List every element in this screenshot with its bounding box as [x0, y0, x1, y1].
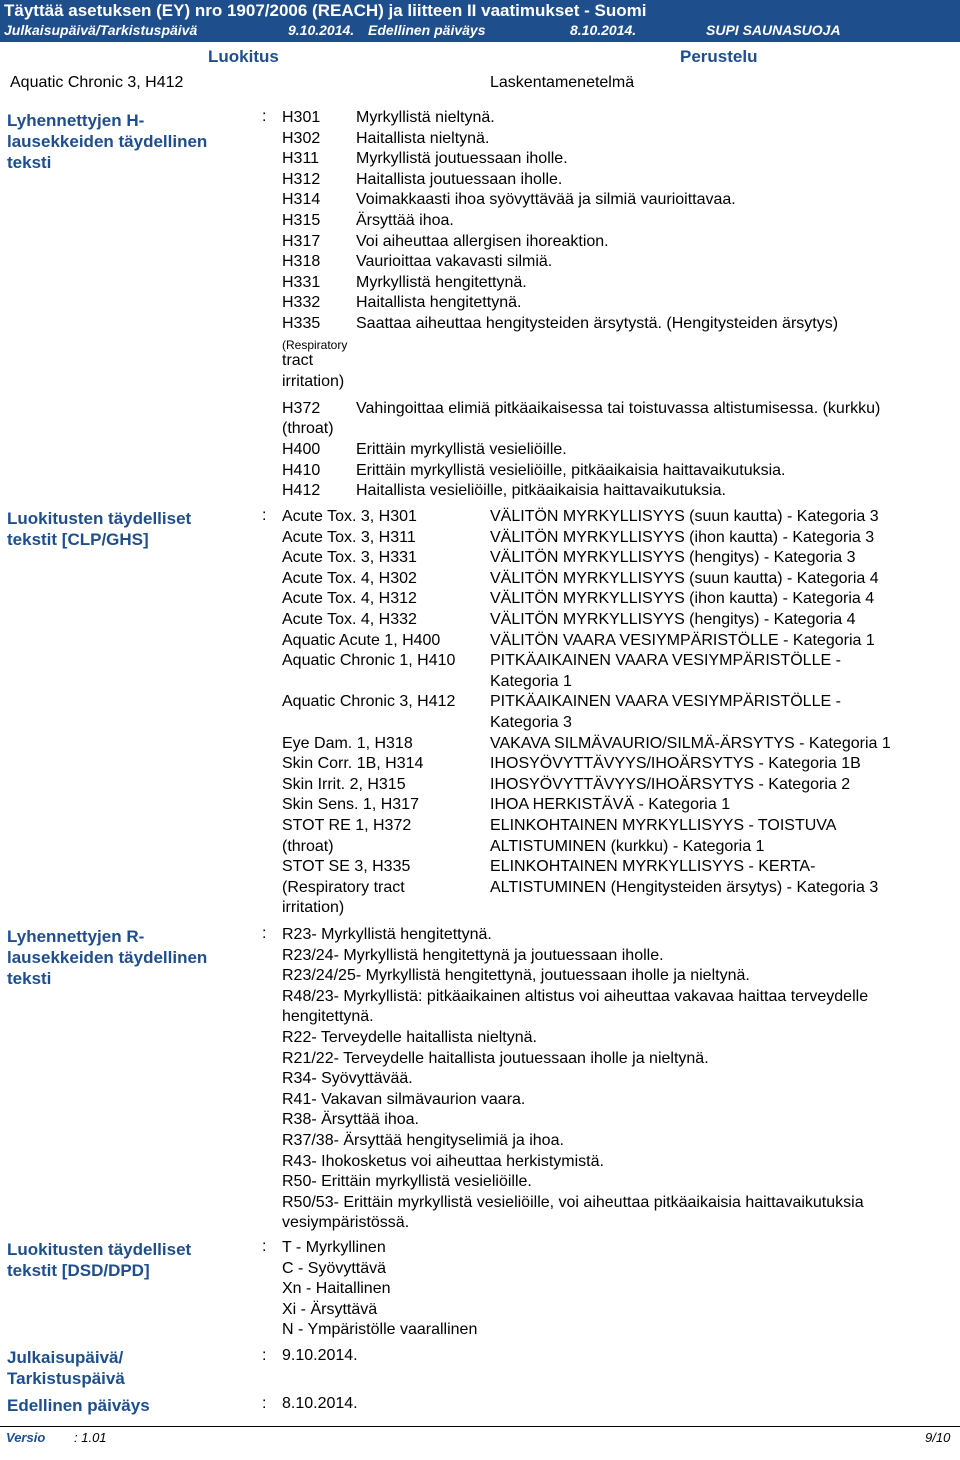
h-code: H318: [282, 253, 321, 271]
clp-class: Skin Sens. 1, H317: [282, 796, 419, 814]
clp-class: Aquatic Chronic 1, H410: [282, 652, 456, 670]
r-phrases-colon: :: [262, 925, 267, 942]
r-phrase: R23- Myrkyllistä hengitettynä.: [282, 926, 492, 943]
h-code: H314: [282, 191, 321, 209]
r-phrases-label: Lyhennettyjen R- lausekkeiden täydellinen teksti: [7, 927, 208, 988]
clp-class: Acute Tox. 4, H312: [282, 590, 417, 608]
h-text: Erittäin myrkyllistä vesieliöille.: [356, 441, 567, 458]
clp-class: Acute Tox. 3, H311: [282, 528, 416, 546]
version-value: : 1.01: [74, 1430, 107, 1445]
dsd-item: T - Myrkyllinen: [282, 1239, 386, 1256]
clp-description: IHOSYÖVYTTÄVYYS/IHOÄRSYTYS - Kategoria 2: [490, 775, 851, 793]
h-text: Voimakkaasti ihoa syövyttävää ja silmiä vaurioittavaa.: [356, 191, 736, 209]
clp-description: VÄLITÖN MYRKYLLISYYS (suun kautta) - Kategoria 4: [490, 569, 879, 587]
h-text: Haitallista nieltynä.: [356, 129, 490, 147]
h-statements-colon: :: [262, 108, 267, 125]
clp-description: ELINKOHTAINEN MYRKYLLISYYS - KERTA-: [490, 858, 816, 876]
h-code: H301: [282, 109, 321, 126]
h-text: Vahingoittaa elimiä pitkäaikaisessa tai toistuvassa altistumisessa. (kurkku): [356, 400, 881, 417]
clp-description: VÄLITÖN MYRKYLLISYYS (suun kautta) - Kategoria 3: [490, 508, 879, 525]
clp-class: Acute Tox. 4, H302: [282, 569, 417, 587]
clp-description: PITKÄAIKAINEN VAARA VESIYMPÄRISTÖLLE -: [490, 693, 841, 711]
previous-date-section-label: Edellinen päiväys: [7, 1396, 150, 1415]
clp-description: VÄLITÖN MYRKYLLISYYS (hengitys) - Kategoria 4: [490, 611, 856, 628]
r-phrase: R48/23- Myrkyllistä: pitkäaikainen altistus voi aiheuttaa vakavaa haittaa terveydelle: [282, 987, 869, 1005]
clp-description: IHOSYÖVYTTÄVYYS/IHOÄRSYTYS - Kategoria 1B: [490, 755, 861, 773]
h-text: Haitallista joutuessaan iholle.: [356, 170, 563, 188]
clp-description: VÄLITÖN MYRKYLLISYYS (ihon kautta) - Kategoria 3: [490, 528, 875, 546]
clp-class: Skin Irrit. 2, H315: [282, 775, 406, 793]
clp-class: irritation): [282, 899, 345, 917]
h-text: Voi aiheuttaa allergisen ihoreaktion.: [356, 232, 609, 250]
dsd-label: Luokitusten täydelliset tekstit [DSD/DPD]: [7, 1240, 192, 1280]
clp-description: Kategoria 3: [490, 714, 572, 731]
justification-column-header: Perustelu: [680, 47, 758, 66]
r-phrase: R50- Erittäin myrkyllistä vesieliöille.: [282, 1173, 532, 1191]
r-phrase: R34- Syövyttävää.: [282, 1070, 413, 1088]
h335-note: irritation): [282, 373, 345, 390]
classification-cell: Aquatic Chronic 3, H412: [10, 74, 184, 91]
h-code: H400: [282, 441, 321, 458]
issue-date-colon: :: [262, 1347, 267, 1364]
clp-description: ALTISTUMINEN (kurkku) - Kategoria 1: [490, 837, 765, 855]
h-text: Ärsyttää ihoa.: [356, 212, 454, 229]
clp-class: STOT RE 1, H372: [282, 817, 412, 834]
clp-description: ELINKOHTAINEN MYRKYLLISYYS - TOISTUVA: [490, 817, 837, 834]
h-code: H311: [282, 150, 320, 168]
regulation-title: Täyttää asetuksen (EY) nro 1907/2006 (REACH) ja liitteen II vaatimukset - Suomi: [4, 1, 647, 20]
h372-note: (throat): [282, 420, 334, 437]
r-phrase: R38- Ärsyttää ihoa.: [282, 1111, 419, 1129]
clp-label: Luokitusten täydelliset tekstit [CLP/GHS]: [7, 509, 192, 549]
classification-column-header: Luokitus: [208, 47, 279, 66]
clp-class: Acute Tox. 4, H332: [282, 611, 417, 628]
clp-class: Eye Dam. 1, H318: [282, 734, 413, 752]
footer-divider: [0, 1426, 960, 1427]
previous-date-label: Edellinen päiväys: [368, 22, 486, 38]
h-text: Haitallista hengitettynä.: [356, 294, 522, 312]
previous-date-colon: :: [262, 1395, 267, 1412]
clp-description: Kategoria 1: [490, 672, 572, 690]
clp-description: PITKÄAIKAINEN VAARA VESIYMPÄRISTÖLLE -: [490, 652, 841, 670]
r-phrase: R43- Ihokosketus voi aiheuttaa herkistymistä.: [282, 1152, 604, 1170]
r-phrase: vesiympäristössä.: [282, 1214, 410, 1232]
clp-class: (throat): [282, 837, 334, 855]
clp-class: Aquatic Acute 1, H400: [282, 631, 441, 649]
r-phrase: R41- Vakavan silmävaurion vaara.: [282, 1090, 526, 1108]
h-text: Erittäin myrkyllistä vesieliöille, pitkäaikaisia haittavaikutuksia.: [356, 461, 786, 479]
dsd-item: C - Syövyttävä: [282, 1259, 387, 1277]
clp-class: STOT SE 3, H335: [282, 858, 411, 876]
r-phrase: R23/24/25- Myrkyllistä hengitettynä, joutuessaan iholle ja nieltynä.: [282, 967, 750, 985]
previous-date: 8.10.2014.: [570, 22, 637, 38]
h-text: Saattaa aiheuttaa hengitysteiden ärsytystä. (Hengitysteiden ärsytys): [356, 315, 839, 332]
method-cell: Laskentamenetelmä: [490, 74, 635, 91]
clp-class: (Respiratory tract: [282, 878, 405, 896]
r-phrase: hengitettynä.: [282, 1008, 374, 1026]
h335-note: tract: [282, 352, 314, 369]
page-number: 9/10: [925, 1430, 951, 1445]
dsd-item: Xn - Haitallinen: [282, 1280, 391, 1298]
product-name: SUPI SAUNASUOJA: [706, 22, 841, 38]
clp-class: Skin Corr. 1B, H314: [282, 755, 424, 773]
h-text: Haitallista vesieliöille, pitkäaikaisia haittavaikutuksia.: [356, 482, 726, 500]
dsd-list: [282, 1238, 477, 1341]
dsd-item: Xi - Ärsyttävä: [282, 1300, 378, 1318]
h-text: Myrkyllistä joutuessaan iholle.: [356, 150, 568, 168]
previous-date-value: 8.10.2014.: [282, 1395, 358, 1412]
issue-date-value: 9.10.2014.: [282, 1347, 358, 1364]
document-header: [0, 0, 960, 42]
h-code: H410: [282, 461, 321, 479]
r-phrases-list: [282, 925, 868, 1234]
clp-class: Acute Tox. 3, H331: [282, 549, 417, 567]
h-code: H312: [282, 170, 321, 188]
h-statements-label: Lyhennettyjen H- lausekkeiden täydellinen teksti: [7, 111, 208, 172]
h335-note: (Respiratory: [282, 338, 348, 352]
h-code: H317: [282, 232, 321, 250]
dsd-item: N - Ympäristölle vaarallinen: [282, 1321, 478, 1339]
r-phrase: R22- Terveydelle haitallista nieltynä.: [282, 1028, 537, 1046]
r-phrase: R21/22- Terveydelle haitallista joutuessaan iholle ja nieltynä.: [282, 1049, 709, 1067]
r-phrase: R23/24- Myrkyllistä hengitettynä ja joutuessaan iholle.: [282, 946, 664, 964]
h-text: Vaurioittaa vakavasti silmiä.: [356, 253, 553, 271]
h-text: Myrkyllistä hengitettynä.: [356, 273, 527, 291]
h-code: H302: [282, 129, 321, 147]
clp-description: VAKAVA SILMÄVAURIO/SILMÄ-ÄRSYTYS - Kategoria 1: [490, 734, 891, 752]
h-code: H372: [282, 400, 321, 417]
h-code: H412: [282, 482, 321, 500]
h-code: H332: [282, 294, 321, 312]
clp-description: VÄLITÖN VAARA VESIYMPÄRISTÖLLE - Kategoria 1: [490, 631, 875, 649]
clp-class: Acute Tox. 3, H301: [282, 508, 417, 525]
issue-date-label: Julkaisupäivä/Tarkistuspäivä: [4, 22, 198, 38]
clp-class: Aquatic Chronic 3, H412: [282, 693, 456, 711]
clp-description: VÄLITÖN MYRKYLLISYYS (ihon kautta) - Kategoria 4: [490, 590, 875, 608]
clp-description: VÄLITÖN MYRKYLLISYYS (hengitys) - Kategoria 3: [490, 549, 856, 567]
issue-date: 9.10.2014.: [288, 22, 355, 38]
h-code: H335: [282, 315, 321, 332]
clp-description: ALTISTUMINEN (Hengitysteiden ärsytys) - Kategoria 3: [490, 878, 879, 896]
h-code: H315: [282, 212, 321, 229]
r-phrase: R50/53- Erittäin myrkyllistä vesieliöille, voi aiheuttaa pitkäaikaisia haittavaikutuksia: [282, 1193, 864, 1211]
h-text: Myrkyllistä nieltynä.: [356, 109, 495, 126]
clp-colon: :: [262, 507, 267, 524]
r-phrase: R37/38- Ärsyttää hengityselimiä ja ihoa.: [282, 1131, 564, 1149]
version-label: Versio: [6, 1430, 46, 1445]
issue-date-section-label: Julkaisupäivä/ Tarkistuspäivä: [7, 1348, 125, 1388]
dsd-colon: :: [262, 1238, 267, 1255]
clp-description: IHOA HERKISTÄVÄ - Kategoria 1: [490, 796, 731, 814]
h-code: H331: [282, 273, 321, 291]
